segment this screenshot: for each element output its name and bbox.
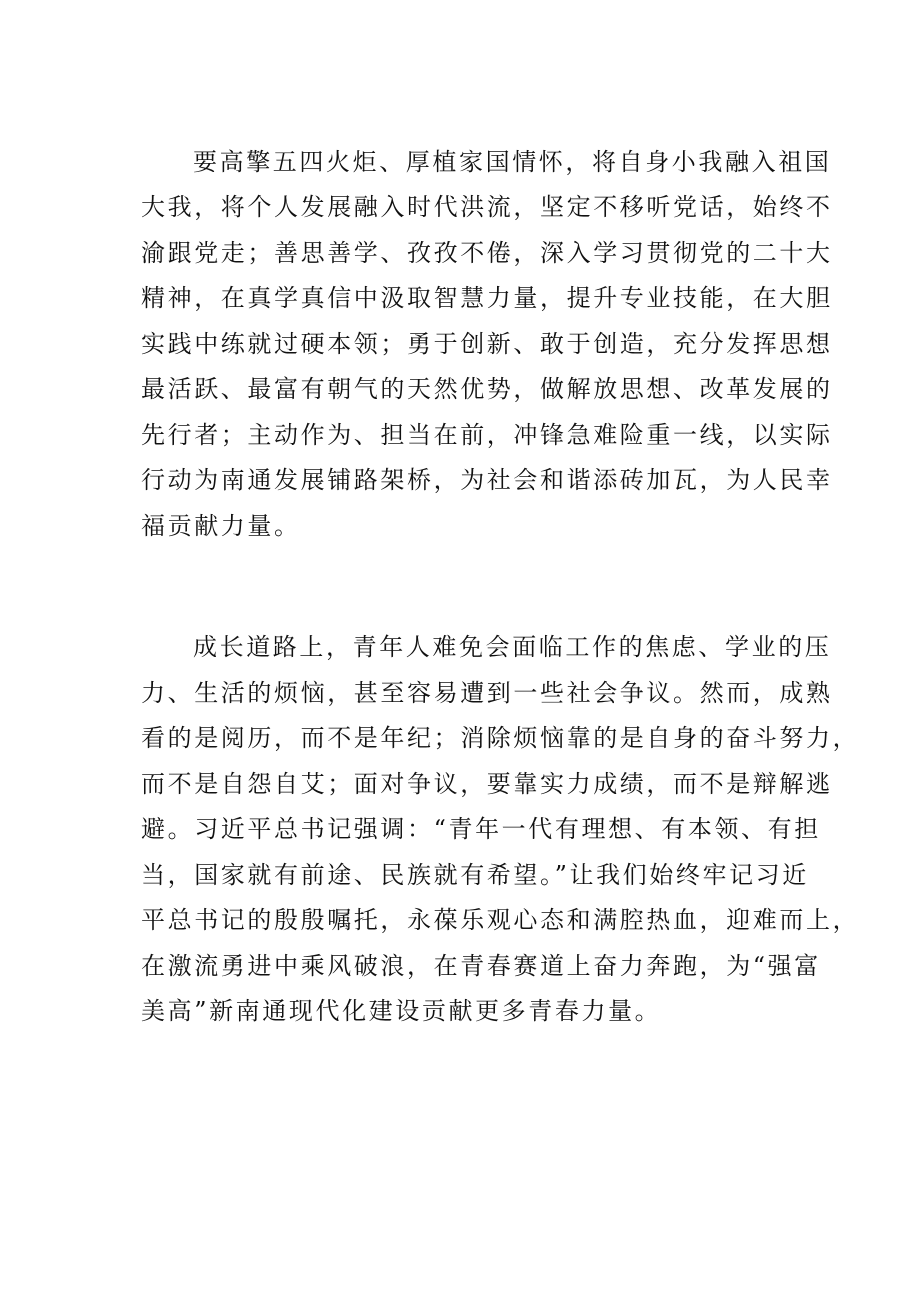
paragraph-line: 实践中练就过硬本领；勇于创新、敢于创造，充分发挥思想 [141, 330, 833, 358]
paragraph-line: 美高”新南通现代化建设贡献更多青春力量。 [141, 997, 662, 1025]
paragraph-line: 先行者；主动作为、担当在前，冲锋急难险重一线，以实际 [141, 421, 833, 449]
paragraph-line: 成长道路上，青年人难免会面临工作的焦虑、学业的压 [193, 633, 832, 661]
paragraph-line: 当，国家就有前途、民族就有希望。”让我们始终牢记习近 [141, 861, 809, 889]
paragraph-line: 而不是自怨自艾；面对争议，要靠实力成绩，而不是辩解逃 [141, 770, 833, 798]
paragraph-line: 避。习近平总书记强调：“青年一代有理想、有本领、有担 [141, 815, 821, 843]
paragraph-line: 行动为南通发展铺路架桥，为社会和谐添砖加瓦，为人民幸 [141, 466, 833, 494]
paragraph-line: 福贡献力量。 [141, 512, 301, 540]
paragraph-line: 在激流勇进中乘风破浪，在青春赛道上奋力奔跑，为“强富 [141, 952, 821, 980]
paragraph-line: 最活跃、最富有朝气的天然优势，做解放思想、改革发展的 [141, 375, 833, 403]
paragraph-line: 力、生活的烦恼，甚至容易遭到一些社会争议。然而，成熟 [141, 679, 833, 707]
paragraph-line: 平总书记的殷殷嘱托，永葆乐观心态和满腔热血，迎难而上， [141, 906, 860, 934]
paragraph-line: 渝跟党走；善思善学、孜孜不倦，深入学习贯彻党的二十大 [141, 239, 833, 267]
paragraph-line: 大我，将个人发展融入时代洪流，坚定不移听党话，始终不 [141, 193, 833, 221]
paragraph-line: 要高擎五四火炬、厚植家国情怀，将自身小我融入祖国 [193, 148, 832, 176]
paragraph-line: 看的是阅历，而不是年纪；消除烦恼靠的是自身的奋斗努力， [141, 724, 860, 752]
paragraph-line: 精神，在真学真信中汲取智慧力量，提升专业技能，在大胆 [141, 284, 833, 312]
